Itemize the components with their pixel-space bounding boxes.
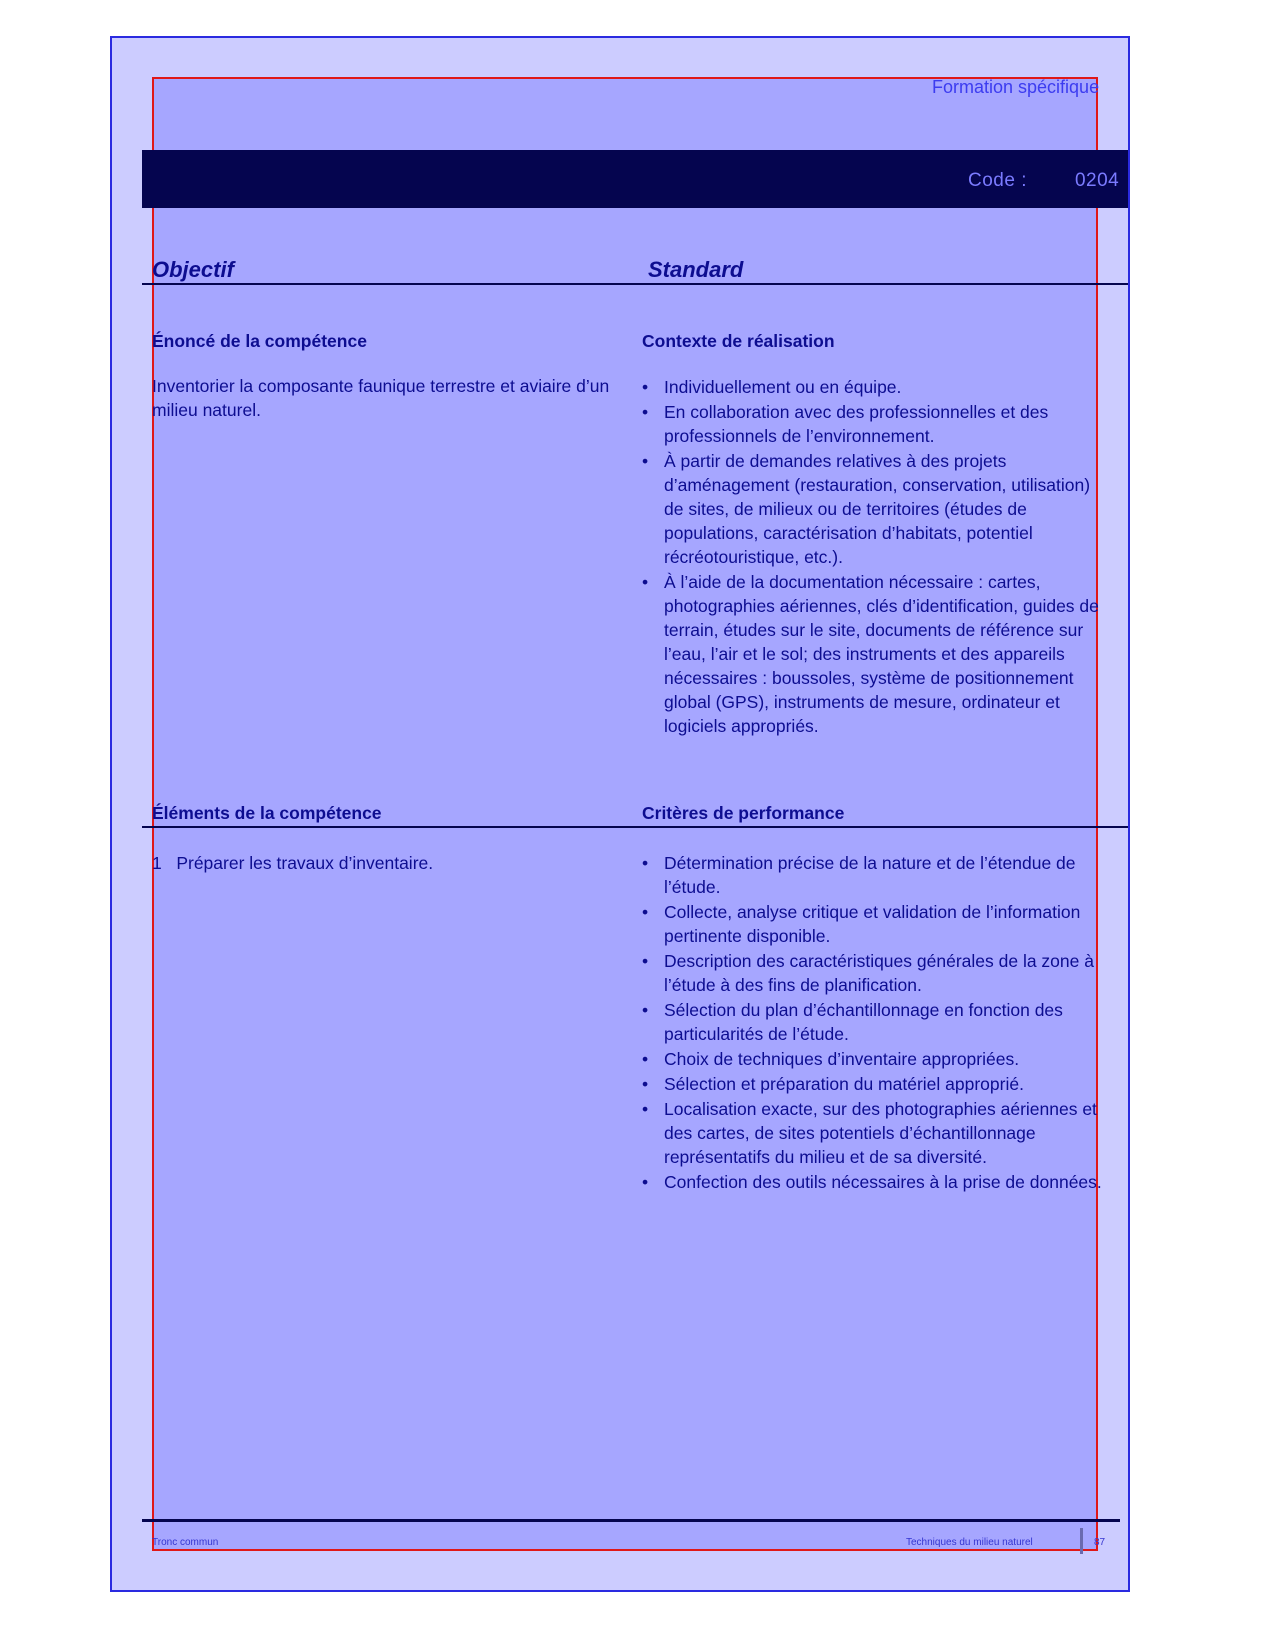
list-item: • Individuellement ou en équipe. — [642, 375, 1112, 399]
footer-left: Tronc commun — [152, 1537, 219, 1548]
footer-right: Techniques du milieu naturel — [906, 1537, 1033, 1548]
list-item: • À partir de demandes relatives à des projets d’aménagement (restauration, conservation, utilisation) de sites, de milieux ou de territoires (études de populations, caractérisation d’habitats, potentiel récréotouristique, etc.). — [642, 449, 1112, 569]
list-item: • En collaboration avec des professionnelles et des professionnels de l’environnement. — [642, 400, 1112, 448]
column-heading-standard: Standard — [648, 257, 744, 282]
heading-rule — [142, 283, 1128, 285]
list-item: • Sélection et préparation du matériel approprié. — [642, 1072, 1112, 1096]
criteres-heading: Critères de performance — [642, 803, 845, 823]
list-item: • Localisation exacte, sur des photographies aériennes et des cartes, de sites potentiels d’échantillonnage représentatifs du milieu et de sa diversité. — [642, 1097, 1112, 1169]
section-rule — [142, 826, 1128, 828]
criteres-list — [642, 851, 1112, 1194]
elements-heading: Éléments de la compétence — [152, 803, 382, 823]
enonce-heading: Énoncé de la compétence — [152, 331, 367, 351]
code-value: 0204 — [1074, 170, 1120, 191]
list-item: • Détermination précise de la nature et de l’étendue de l’étude. — [642, 851, 1112, 899]
list-item: • À l’aide de la documentation nécessaire : cartes, photographies aériennes, clés d’identification, guides de terrain, études sur le site, documents de référence sur l’eau, l’air et le sol; des instruments et des appareils nécessaires : boussoles, système de positionnement global (GPS), instruments de mesure, ordinateur et logiciels appropriés. — [642, 570, 1112, 738]
code-label-text: Code : — [968, 170, 1027, 191]
code-label — [968, 170, 1119, 192]
formation-label: Formation spécifique — [932, 77, 1100, 97]
footer-divider — [1080, 1528, 1083, 1554]
footer-rule — [142, 1519, 1120, 1522]
column-heading-objectif: Objectif — [152, 257, 234, 282]
page-number: 87 — [1094, 1537, 1106, 1548]
enonce-text: Inventorier la composante faunique terrestre et aviaire d’un milieu naturel. — [152, 376, 610, 420]
list-item: • Confection des outils nécessaires à la prise de données. — [642, 1170, 1112, 1194]
list-item: • Description des caractéristiques générales de la zone à l’étude à des fins de planification. — [642, 949, 1112, 997]
contexte-list — [642, 375, 1112, 738]
list-item: • Sélection du plan d’échantillonnage en fonction des particularités de l’étude. — [642, 998, 1112, 1046]
contexte-heading: Contexte de réalisation — [642, 331, 835, 351]
list-item: • Collecte, analyse critique et validation de l’information pertinente disponible. — [642, 900, 1112, 948]
element-1: 1 Préparer les travaux d’inventaire. — [152, 853, 434, 873]
list-item: • Choix de techniques d’inventaire appropriées. — [642, 1047, 1112, 1071]
